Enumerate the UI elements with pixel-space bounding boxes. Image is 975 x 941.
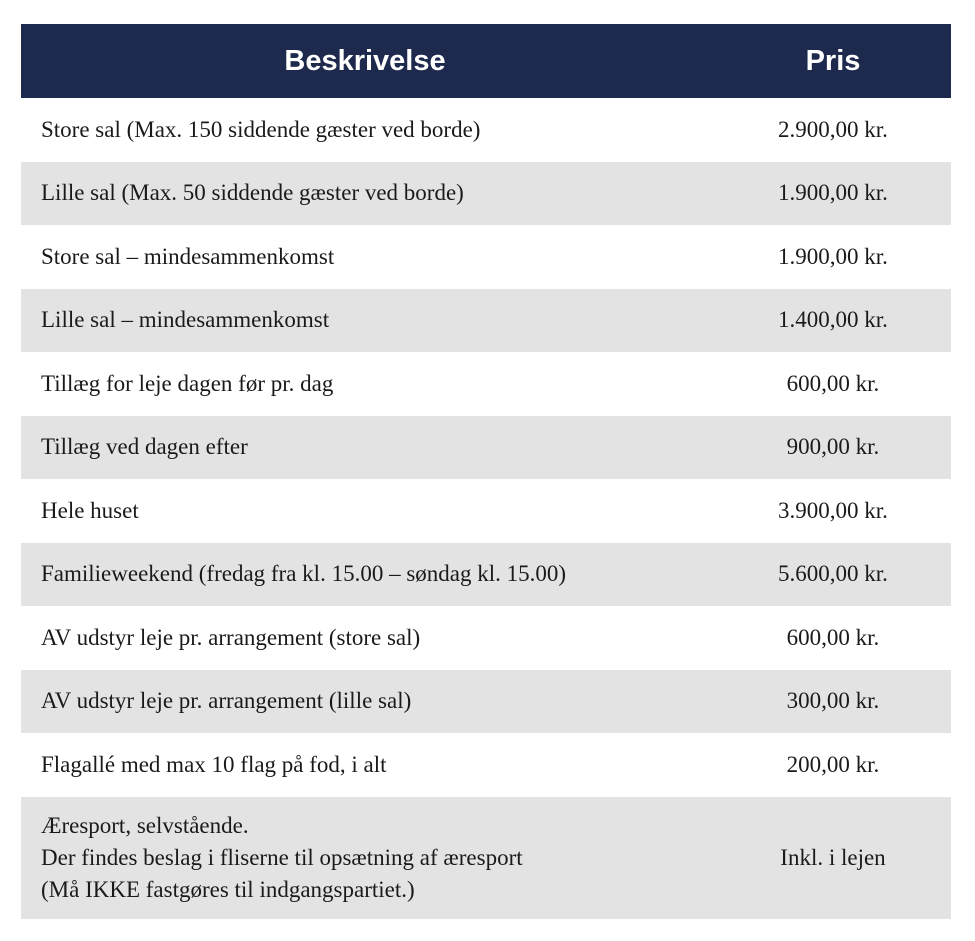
description-column-header: Beskrivelse xyxy=(21,24,709,98)
row-price: 900,00 kr. xyxy=(709,416,951,480)
row-price: 1.400,00 kr. xyxy=(709,289,951,353)
row-price: 600,00 kr. xyxy=(786,370,880,396)
row-description: Tillæg for leje dagen før pr. dag xyxy=(41,370,334,396)
row-price: 2.900,00 kr. xyxy=(778,116,888,142)
table-row xyxy=(21,416,951,480)
table-row xyxy=(21,670,951,734)
table-row xyxy=(21,479,951,543)
row-description: Store sal – mindesammenkomst xyxy=(41,243,335,269)
row-description: Hele huset xyxy=(41,497,139,523)
table-row xyxy=(21,289,951,353)
table-row xyxy=(21,98,951,162)
row-description xyxy=(21,797,709,919)
row-description: Familieweekend (fredag fra kl. 15.00 – søndag kl. 15.00) xyxy=(21,543,709,607)
row-description: AV udstyr leje pr. arrangement (store sal) xyxy=(41,624,421,650)
row-price: 1.900,00 kr. xyxy=(778,243,888,269)
description-line: Der findes beslag i fliserne til opsætning af æresport xyxy=(41,844,523,870)
description-line: Æresport, selvstående. xyxy=(41,812,249,838)
row-price: 600,00 kr. xyxy=(786,624,880,650)
table-row xyxy=(21,225,951,289)
row-price: 300,00 kr. xyxy=(709,670,951,734)
row-description: Flagallé med max 10 flag på fod, i alt xyxy=(41,751,387,777)
table-header-row xyxy=(21,24,951,98)
row-description: Store sal (Max. 150 siddende gæster ved borde) xyxy=(41,116,481,142)
table-row xyxy=(21,162,951,226)
table-row xyxy=(21,606,951,670)
row-description: AV udstyr leje pr. arrangement (lille sal) xyxy=(21,670,709,734)
row-price: 1.900,00 kr. xyxy=(709,162,951,226)
row-price: 3.900,00 kr. xyxy=(778,497,888,523)
row-description: Lille sal – mindesammenkomst xyxy=(21,289,709,353)
table-row xyxy=(21,543,951,607)
price-column-header: Pris xyxy=(709,24,951,98)
row-price: 200,00 kr. xyxy=(786,751,880,777)
table-row xyxy=(21,352,951,416)
row-price: 5.600,00 kr. xyxy=(709,543,951,607)
row-price: Inkl. i lejen xyxy=(709,797,951,919)
row-description: Lille sal (Max. 50 siddende gæster ved borde) xyxy=(21,162,709,226)
price-table xyxy=(21,24,951,919)
table-row xyxy=(21,797,951,919)
table-row xyxy=(21,733,951,797)
row-description: Tillæg ved dagen efter xyxy=(21,416,709,480)
description-line: (Må IKKE fastgøres til indgangspartiet.) xyxy=(41,876,415,902)
